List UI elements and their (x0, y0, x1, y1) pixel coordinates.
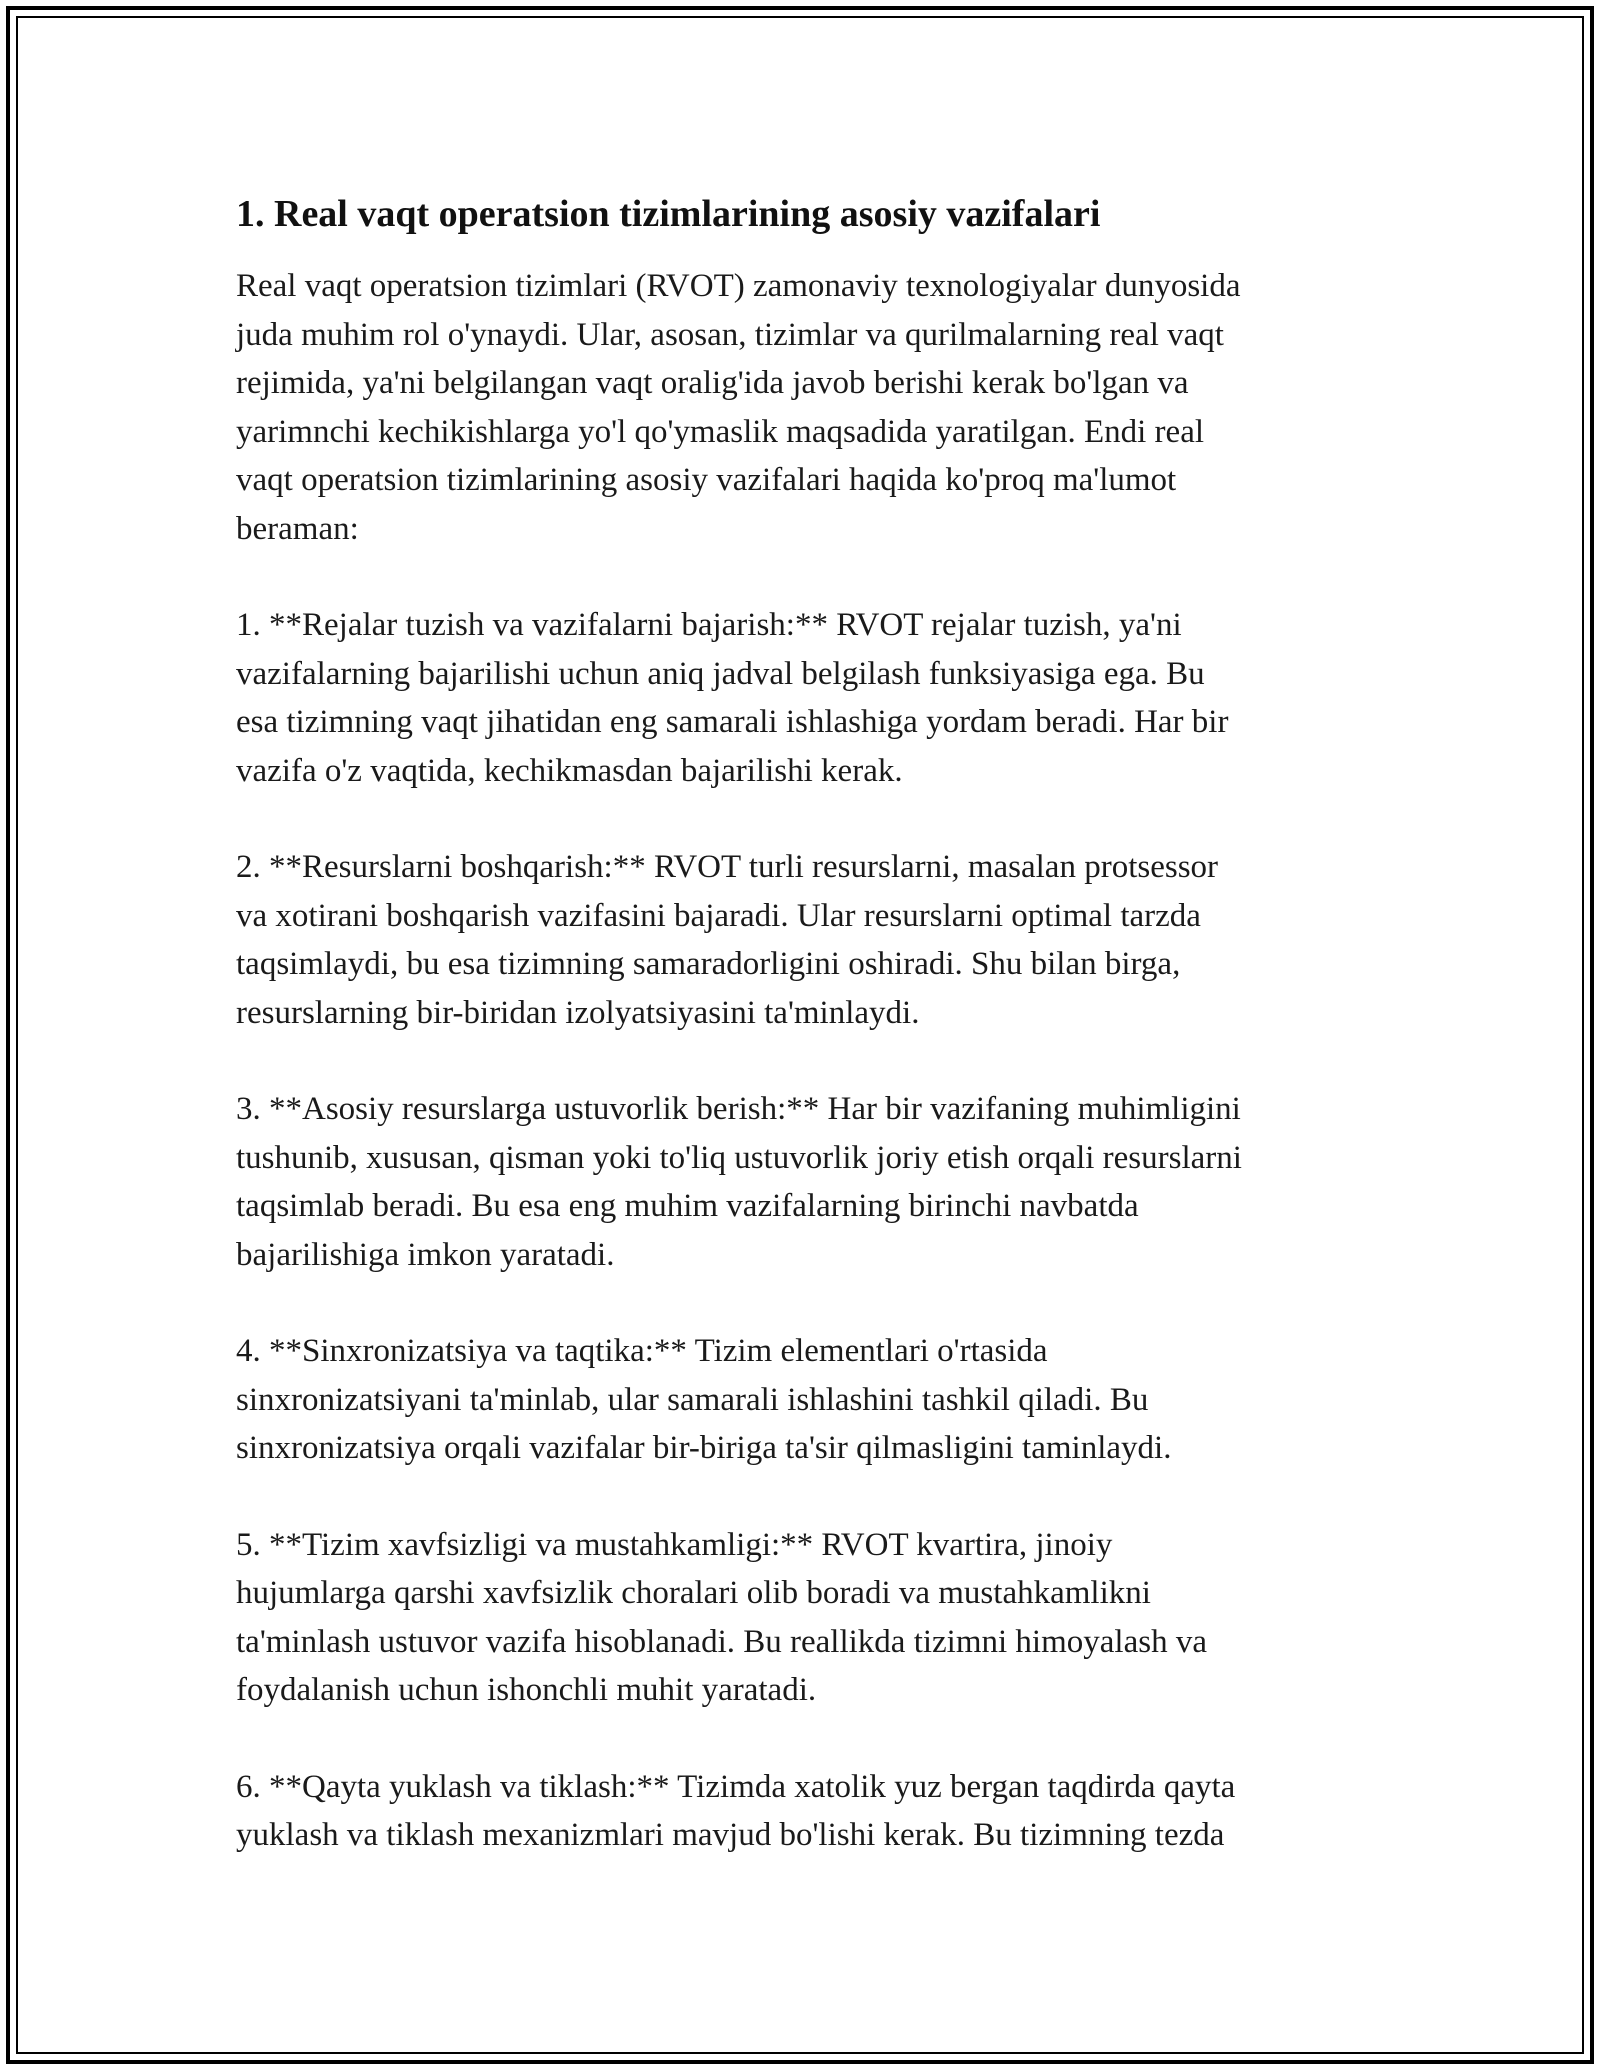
list-item-6: 6. **Qayta yuklash va tiklash:** Tizimda xatolik yuz bergan taqdirda qayta yuklash va tiklash mexanizmlari mavjud bo'lishi kerak. Bu tizimning tezda (236, 1768, 1236, 1853)
section-heading: 1. Real vaqt operatsion tizimlarining asosiy vazifalari (236, 193, 1101, 235)
list-item-1: 1. **Rejalar tuzish va vazifalarni bajarish:** RVOT rejalar tuzish, ya'ni vazifalarning bajarilishi uchun aniq jadval belgilash funksiyasiga ega. Bu esa tizimning vaqt jihatidan eng samarali ishlashiga yordam beradi. Har bir vazifa o'z vaqtida, kechikmasdan bajarilishi kerak. (236, 607, 1229, 789)
list-item-3: 3. **Asosiy resurslarga ustuvorlik berish:** Har bir vazifaning muhimligini tushunib, xususan, qisman yoki to'liq ustuvorlik joriy etish orqali resurslarni taqsimlab beradi. Bu esa eng muhim vazifalarning birinchi navbatda bajarilishiga imkon yaratadi. (236, 1091, 1242, 1273)
list-item-4: 4. **Sinxronizatsiya va taqtika:** Tizim elementlari o'rtasida sinxronizatsiyani ta'minlab, ular samarali ishlashini tashkil qiladi. Bu sinxronizatsiya orqali vazifalar bir-biriga ta'sir qilmasligini taminlaydi. (236, 1333, 1172, 1466)
list-item-2: 2. **Resurslarni boshqarish:** RVOT turli resurslarni, masalan protsessor va xotirani boshqarish vazifasini bajaradi. Ular resurslarni optimal tarzda taqsimlaydi, bu esa tizimning samaradorligini oshiradi. Shu bilan birga, resurslarning bir-biridan izolyatsiyasini ta'minlaydi. (236, 849, 1219, 1031)
list-item-5: 5. **Tizim xavfsizligi va mustahkamligi:** RVOT kvartira, jinoiy hujumlarga qarshi xavfsizlik choralari olib boradi va mustahkamlikni ta'minlash ustuvor vazifa hisoblanadi. Bu reallikda tizimni himoyalash va foydalanish uchun ishonchli muhit yaratadi. (236, 1526, 1207, 1708)
document-body (236, 186, 1366, 1908)
intro-paragraph: Real vaqt operatsion tizimlari (RVOT) zamonaviy texnologiyalar dunyosida juda muhim rol o'ynaydi. Ular, asosan, tizimlar va qurilmalarning real vaqt rejimida, ya'ni belgilangan vaqt oralig'ida javob berishi kerak bo'lgan va yarimnchi kechikishlarga yo'l qo'ymaslik maqsadida yaratilgan. Endi real vaqt operatsion tizimlarining asosiy vazifalari haqida ko'proq ma'lumot beraman: (236, 268, 1241, 547)
